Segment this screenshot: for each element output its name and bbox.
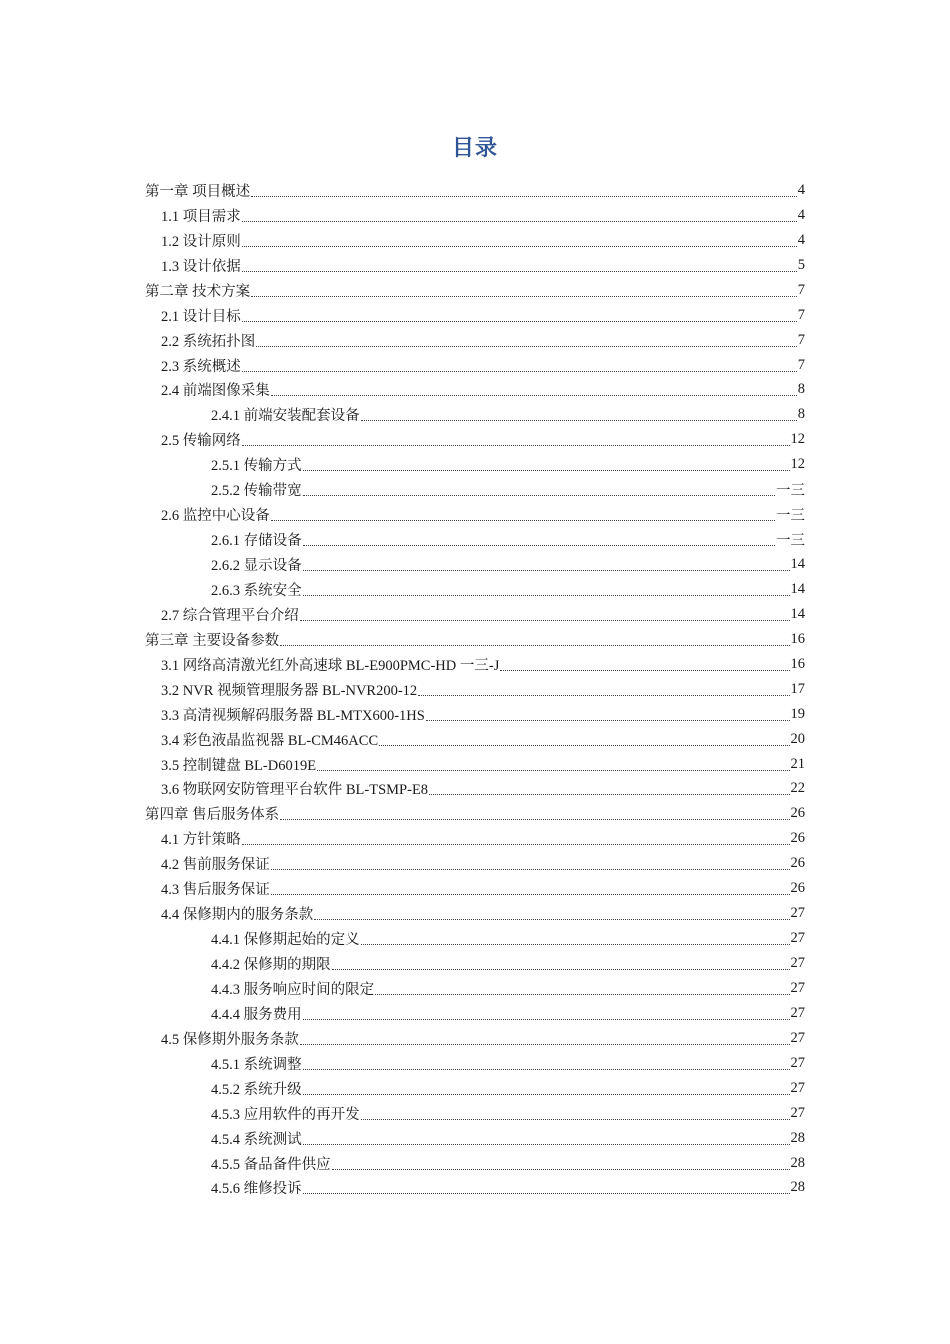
toc-entry-text: 3.1 网络高清激光红外高速球 BL-E900PMC-HD 一三-J <box>161 657 500 674</box>
toc-entry-page-number: 8 <box>797 381 805 398</box>
toc-entry[interactable] <box>0 228 950 253</box>
toc-dot-leader <box>271 519 775 521</box>
toc-entry-page-number: 16 <box>790 655 805 672</box>
toc-entry-text: 4.2 售前服务保证 <box>161 857 270 874</box>
toc-entry-text: 2.5.1 传输方式 <box>211 458 302 475</box>
toc-entry-page-number: 4 <box>797 181 805 198</box>
toc-entry-page-number: 一三 <box>776 533 805 550</box>
toc-entry-page-number: 27 <box>790 955 805 972</box>
toc-entry-page-number: 14 <box>790 605 805 622</box>
toc-entry[interactable] <box>0 178 950 203</box>
toc-dot-leader <box>303 1192 790 1194</box>
toc-dot-leader <box>418 694 789 696</box>
toc-entry-page-number: 27 <box>790 905 805 922</box>
toc-entry-text: 3.4 彩色液晶监视器 BL-CM46ACC <box>161 732 379 749</box>
toc-dot-leader <box>303 1018 790 1020</box>
toc-entry[interactable] <box>0 752 950 777</box>
toc-entry[interactable] <box>0 951 950 976</box>
toc-entry[interactable] <box>0 527 950 552</box>
toc-entry[interactable] <box>0 1151 950 1176</box>
toc-dot-leader <box>280 644 789 646</box>
toc-entry-text: 4.5 保修期外服务条款 <box>161 1031 299 1048</box>
toc-entry-text: 4.4.3 服务响应时间的限定 <box>211 981 375 998</box>
toc-dot-leader <box>300 1043 790 1045</box>
toc-entry-page-number: 28 <box>790 1129 805 1146</box>
toc-entry[interactable] <box>0 427 950 452</box>
toc-dot-leader <box>314 918 789 920</box>
toc-entry-text: 4.5.1 系统调整 <box>211 1056 302 1073</box>
toc-entry-page-number: 27 <box>790 1054 805 1071</box>
toc-entry-text: 3.6 物联网安防管理平台软件 BL-TSMP-E8 <box>161 782 429 799</box>
toc-entry-page-number: 12 <box>790 456 805 473</box>
toc-entry-text: 第三章 主要设备参数 <box>145 632 280 649</box>
toc-entry-text: 2.3 系统概述 <box>161 358 241 375</box>
toc-entry[interactable] <box>0 1051 950 1076</box>
toc-entry-text: 4.5.3 应用软件的再开发 <box>211 1106 360 1123</box>
toc-dot-leader <box>271 893 790 895</box>
toc-entry-text: 1.1 项目需求 <box>161 208 241 225</box>
toc-entry-text: 3.3 高清视频解码服务器 BL-MTX600-1HS <box>161 707 425 724</box>
toc-entry-page-number: 一三 <box>776 508 805 525</box>
toc-entry-text: 第一章 项目概述 <box>145 183 251 200</box>
toc-entry[interactable] <box>0 552 950 577</box>
toc-entry-page-number: 21 <box>790 755 805 772</box>
toc-entry[interactable] <box>0 652 950 677</box>
toc-dot-leader <box>332 1168 790 1170</box>
toc-entry-page-number: 26 <box>790 880 805 897</box>
toc-entry-page-number: 20 <box>790 730 805 747</box>
toc-entry-page-number: 27 <box>790 979 805 996</box>
toc-dot-leader <box>303 594 790 596</box>
toc-dot-leader <box>361 1118 790 1120</box>
toc-entry-text: 2.4.1 前端安装配套设备 <box>211 408 360 425</box>
toc-dot-leader <box>303 544 775 546</box>
toc-dot-leader <box>426 719 790 721</box>
toc-dot-leader <box>256 345 797 347</box>
toc-dot-leader <box>280 818 789 820</box>
toc-entry-text: 2.6.3 系统安全 <box>211 582 302 599</box>
toc-dot-leader <box>303 569 790 571</box>
toc-entry-page-number: 17 <box>790 680 805 697</box>
toc-entry-text: 4.3 售后服务保证 <box>161 882 270 899</box>
toc-entry[interactable] <box>0 278 950 303</box>
toc-entry-page-number: 7 <box>797 281 805 298</box>
toc-entry-text: 4.4.2 保修期的期限 <box>211 957 331 974</box>
toc-entry[interactable] <box>0 702 950 727</box>
toc-entry-text: 第四章 售后服务体系 <box>145 807 280 824</box>
toc-dot-leader <box>303 1068 790 1070</box>
toc-dot-leader <box>271 394 797 396</box>
toc-dot-leader <box>242 444 790 446</box>
toc-entry[interactable] <box>0 502 950 527</box>
toc-entry-text: 2.6.2 显示设备 <box>211 558 302 575</box>
toc-entry[interactable] <box>0 303 950 328</box>
toc-dot-leader <box>317 769 789 771</box>
toc-entry[interactable] <box>0 627 950 652</box>
toc-entry-text: 4.1 方针策略 <box>161 832 241 849</box>
toc-entry[interactable] <box>0 378 950 403</box>
toc-entry[interactable] <box>0 1001 950 1026</box>
toc-entry[interactable] <box>0 677 950 702</box>
toc-title: 目录 <box>451 136 498 161</box>
toc-dot-leader <box>300 619 790 621</box>
toc-dot-leader <box>242 843 790 845</box>
toc-entry[interactable] <box>0 826 950 851</box>
toc-entry[interactable] <box>0 976 950 1001</box>
toc-entry-text: 1.3 设计依据 <box>161 258 241 275</box>
toc-entry-page-number: 28 <box>790 1154 805 1171</box>
toc-dot-leader <box>242 320 797 322</box>
toc-entry[interactable] <box>0 602 950 627</box>
toc-entry-page-number: 27 <box>790 930 805 947</box>
toc-dot-leader <box>271 868 790 870</box>
toc-entry[interactable] <box>0 328 950 353</box>
toc-entry[interactable] <box>0 876 950 901</box>
toc-dot-leader <box>251 295 797 297</box>
toc-entry-page-number: 27 <box>790 1079 805 1096</box>
toc-entry-page-number: 27 <box>790 1104 805 1121</box>
toc-entry-text: 2.2 系统拓扑图 <box>161 333 256 350</box>
toc-dot-leader <box>251 195 797 197</box>
toc-entry-page-number: 4 <box>797 206 805 223</box>
toc-entry[interactable] <box>0 926 950 951</box>
toc-dot-leader <box>242 270 797 272</box>
toc-entry-text: 2.6.1 存储设备 <box>211 533 302 550</box>
toc-entry[interactable] <box>0 901 950 926</box>
toc-list <box>0 178 950 1200</box>
toc-dot-leader <box>379 744 789 746</box>
toc-entry[interactable] <box>0 801 950 826</box>
toc-entry-page-number: 一三 <box>776 483 805 500</box>
toc-entry-page-number: 12 <box>790 431 805 448</box>
toc-entry-text: 4.5.5 备品备件供应 <box>211 1156 331 1173</box>
toc-entry-page-number: 26 <box>790 805 805 822</box>
toc-dot-leader <box>242 370 797 372</box>
toc-entry-text: 3.5 控制键盘 BL-D6019E <box>161 757 317 774</box>
toc-dot-leader <box>500 669 789 671</box>
toc-dot-leader <box>242 220 797 222</box>
toc-entry-page-number: 4 <box>797 231 805 248</box>
toc-entry[interactable] <box>0 1126 950 1151</box>
toc-entry[interactable] <box>0 851 950 876</box>
toc-entry[interactable] <box>0 1076 950 1101</box>
toc-entry-page-number: 19 <box>790 705 805 722</box>
toc-entry-page-number: 14 <box>790 556 805 573</box>
toc-dot-leader <box>332 968 790 970</box>
toc-entry[interactable] <box>0 777 950 802</box>
toc-dot-leader <box>303 1143 790 1145</box>
toc-entry-page-number: 16 <box>790 630 805 647</box>
toc-entry[interactable] <box>0 1101 950 1126</box>
toc-entry[interactable] <box>0 402 950 427</box>
toc-entry[interactable] <box>0 353 950 378</box>
toc-entry-text: 2.1 设计目标 <box>161 308 241 325</box>
toc-entry-page-number: 27 <box>790 1004 805 1021</box>
toc-entry[interactable] <box>0 253 950 278</box>
toc-entry-page-number: 14 <box>790 580 805 597</box>
toc-entry-text: 4.5.2 系统升级 <box>211 1081 302 1098</box>
toc-entry[interactable] <box>0 1026 950 1051</box>
toc-entry-page-number: 8 <box>797 406 805 423</box>
toc-entry[interactable] <box>0 727 950 752</box>
toc-entry[interactable] <box>0 203 950 228</box>
toc-entry-text: 2.5 传输网络 <box>161 433 241 450</box>
toc-entry-text: 2.7 综合管理平台介绍 <box>161 607 299 624</box>
toc-entry-page-number: 26 <box>790 855 805 872</box>
toc-entry-text: 1.2 设计原则 <box>161 233 241 250</box>
toc-dot-leader <box>303 469 790 471</box>
toc-entry-page-number: 7 <box>797 356 805 373</box>
toc-entry-page-number: 7 <box>797 306 805 323</box>
toc-entry-page-number: 26 <box>790 830 805 847</box>
toc-entry-text: 4.5.4 系统测试 <box>211 1131 302 1148</box>
toc-dot-leader <box>361 943 790 945</box>
toc-dot-leader <box>429 793 789 795</box>
toc-entry[interactable] <box>0 452 950 477</box>
toc-entry-text: 3.2 NVR 视频管理服务器 BL-NVR200-12 <box>161 682 418 699</box>
toc-entry-page-number: 28 <box>790 1179 805 1196</box>
toc-entry[interactable] <box>0 477 950 502</box>
toc-entry-text: 4.5.6 维修投诉 <box>211 1181 302 1198</box>
toc-entry-text: 2.4 前端图像采集 <box>161 383 270 400</box>
toc-dot-leader <box>375 993 789 995</box>
toc-dot-leader <box>361 419 797 421</box>
toc-entry-page-number: 22 <box>790 780 805 797</box>
toc-entry-text: 4.4.4 服务费用 <box>211 1006 302 1023</box>
toc-entry-text: 2.5.2 传输带宽 <box>211 483 302 500</box>
toc-entry-page-number: 7 <box>797 331 805 348</box>
toc-entry[interactable] <box>0 1176 950 1201</box>
toc-entry-text: 4.4 保修期内的服务条款 <box>161 907 314 924</box>
toc-dot-leader <box>303 494 775 496</box>
toc-dot-leader <box>242 245 797 247</box>
toc-entry-page-number: 5 <box>797 256 805 273</box>
toc-entry-text: 2.6 监控中心设备 <box>161 508 270 525</box>
toc-entry-text: 第二章 技术方案 <box>145 283 251 300</box>
toc-entry-text: 4.4.1 保修期起始的定义 <box>211 932 360 949</box>
toc-entry[interactable] <box>0 577 950 602</box>
toc-dot-leader <box>303 1093 790 1095</box>
toc-entry-page-number: 27 <box>790 1029 805 1046</box>
